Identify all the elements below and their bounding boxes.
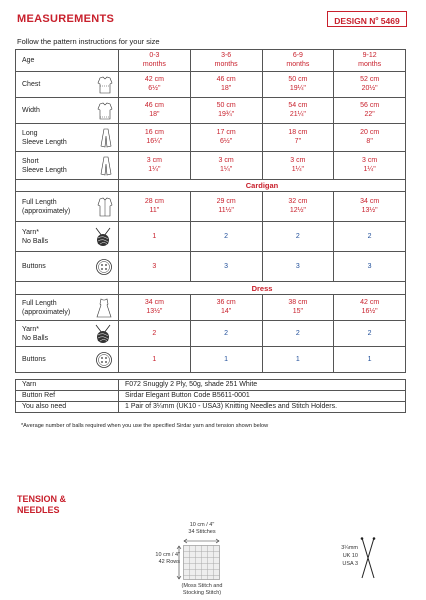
row-label: Long Sleeve Length — [16, 124, 119, 152]
footnote: *Average number of balls required when you use the specified Sirdar yarn and tension shown below — [21, 423, 269, 429]
section-header-dress: Dress — [16, 282, 406, 295]
value-cell: 1 — [119, 347, 191, 373]
knitting-needles-icon — [360, 537, 376, 579]
section-header-cardigan: Cardigan — [16, 180, 406, 192]
table-row — [16, 192, 406, 222]
value-cell: 16 cm 16¼" — [119, 124, 191, 152]
value-cell: 1 — [190, 347, 262, 373]
value-cell: 42 cm 6½" — [119, 72, 191, 98]
value-cell: 1 — [262, 347, 334, 373]
yarn-ball-icon — [93, 324, 113, 344]
row-label: Full Length (approximately) — [16, 295, 119, 321]
value-cell: 3 — [334, 252, 406, 282]
row-label: Yarn* No Balls — [16, 222, 119, 252]
short-sleeve-icon — [99, 156, 113, 176]
button-ref-value: Sirdar Elegant Button Code B5611-0001 — [119, 391, 406, 402]
yarn-info-table — [15, 379, 406, 413]
value-cell: 3 — [262, 252, 334, 282]
table-row — [16, 295, 406, 321]
garment-width-icon — [97, 102, 113, 120]
garment-chest-icon — [97, 76, 113, 94]
page-title: MEASUREMENTS — [17, 13, 115, 25]
yarn-label: Yarn — [16, 380, 119, 391]
row-label: Buttons — [16, 252, 119, 282]
yarn-ball-icon — [93, 227, 113, 247]
measurements-table — [15, 49, 406, 373]
size-header: 9-12 months — [334, 50, 406, 72]
also-need-label: You also need — [16, 402, 119, 413]
value-cell: 17 cm 6½" — [190, 124, 262, 152]
value-cell: 56 cm 22" — [334, 98, 406, 124]
value-cell: 2 — [334, 321, 406, 347]
value-cell: 2 — [190, 222, 262, 252]
table-row — [16, 321, 406, 347]
table-row — [16, 152, 406, 180]
row-label: Chest — [16, 72, 119, 98]
value-cell: 38 cm 15" — [262, 295, 334, 321]
button-icon — [95, 351, 113, 369]
value-cell: 50 cm 19¼" — [262, 72, 334, 98]
yarn-value: F072 Snuggly 2 Ply, 50g, shade 251 White — [119, 380, 406, 391]
value-cell: 2 — [119, 321, 191, 347]
value-cell: 28 cm 11" — [119, 192, 191, 222]
value-cell: 34 cm 13½" — [334, 192, 406, 222]
value-cell: 3 — [190, 252, 262, 282]
value-cell: 3 — [119, 252, 191, 282]
tension-stitches-label: 10 cm / 4" 34 Stitches — [188, 522, 216, 535]
cardigan-icon — [97, 197, 113, 217]
row-label: Age — [16, 50, 119, 72]
also-need-value: 1 Pair of 3¼mm (UK10 - USA3) Knitting Needles and Stitch Holders. — [119, 402, 406, 413]
value-cell: 46 cm 18" — [190, 72, 262, 98]
table-row — [16, 98, 406, 124]
table-row — [16, 347, 406, 373]
value-cell: 50 cm 19¾" — [190, 98, 262, 124]
row-label: Short Sleeve Length — [16, 152, 119, 180]
value-cell: 1 — [119, 222, 191, 252]
table-row — [16, 50, 406, 72]
tension-stitch-type: (Moss Stitch and Stocking Stitch) — [181, 583, 223, 596]
dress-icon — [95, 298, 113, 318]
table-row — [16, 391, 406, 402]
tension-swatch-grid — [183, 545, 220, 580]
row-label: Full Length (approximately) — [16, 192, 119, 222]
table-row — [16, 402, 406, 413]
size-header: 3-6 months — [190, 50, 262, 72]
table-row — [16, 72, 406, 98]
value-cell: 3 cm 1¼" — [190, 152, 262, 180]
value-cell: 2 — [262, 321, 334, 347]
instructions-text: Follow the pattern instructions for your size — [17, 37, 160, 46]
row-label: Width — [16, 98, 119, 124]
tension-heading: TENSION & NEEDLES — [17, 494, 67, 515]
value-cell: 29 cm 11½" — [190, 192, 262, 222]
value-cell: 1 — [334, 347, 406, 373]
value-cell: 3 cm 1¼" — [119, 152, 191, 180]
design-number-badge: DESIGN $N^o$ 5469 — [327, 11, 407, 27]
row-label: Yarn* No Balls — [16, 321, 119, 347]
value-cell: 52 cm 20½" — [334, 72, 406, 98]
row-height-arrow — [176, 545, 182, 580]
table-row — [16, 222, 406, 252]
long-sleeve-icon — [99, 128, 113, 148]
size-header: 6-9 months — [262, 50, 334, 72]
button-icon — [95, 258, 113, 276]
value-cell: 34 cm 13½" — [119, 295, 191, 321]
value-cell: 36 cm 14" — [190, 295, 262, 321]
value-cell: 42 cm 16½" — [334, 295, 406, 321]
tension-rows-label: 10 cm / 4" 42 Rows — [155, 552, 180, 565]
button-ref-label: Button Ref — [16, 391, 119, 402]
table-row — [16, 124, 406, 152]
value-cell: 18 cm 7" — [262, 124, 334, 152]
table-row — [16, 380, 406, 391]
row-label: Buttons — [16, 347, 119, 373]
value-cell: 32 cm 12½" — [262, 192, 334, 222]
value-cell: 3 cm 1¼" — [334, 152, 406, 180]
value-cell: 2 — [190, 321, 262, 347]
value-cell: 54 cm 21¼" — [262, 98, 334, 124]
value-cell: 20 cm 8" — [334, 124, 406, 152]
stitch-width-arrow — [183, 538, 220, 544]
value-cell: 3 cm 1¼" — [262, 152, 334, 180]
value-cell: 46 cm 18" — [119, 98, 191, 124]
value-cell: 2 — [334, 222, 406, 252]
table-row — [16, 252, 406, 282]
needle-sizes: 3¼mm UK 10 USA 3 — [341, 545, 358, 567]
value-cell: 2 — [262, 222, 334, 252]
size-header: 0-3 months — [119, 50, 191, 72]
